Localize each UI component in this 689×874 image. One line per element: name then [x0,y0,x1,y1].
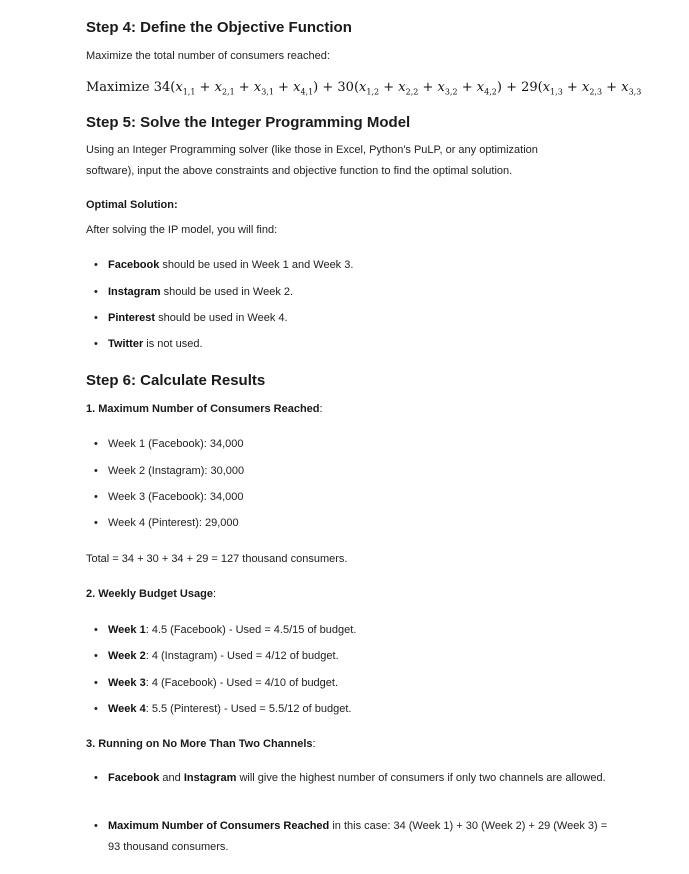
bullet: • [94,259,98,271]
formula-coef-3: 29 [521,80,538,95]
list-item: • Week 4 (Pinterest): 29,000 [94,517,239,529]
step5-after-text: After solving the IP model, you will find: [86,224,278,236]
bullet: • [94,624,98,636]
list-item: • Pinterest should be used in Week 4. [94,312,288,324]
step4-heading: Step 4: Define the Objective Function [86,19,352,36]
subsection-3-title: 3. Running on No More Than Two Channels: [86,738,316,750]
formula-coef-1: 34 [153,80,171,95]
list-item: • Week 4: 5.5 (Pinterest) - Used = 5.5/12 of budget. [94,703,352,715]
bullet: • [94,677,98,689]
subsection-2-title: 2. Weekly Budget Usage: [86,588,217,600]
step5-line-2: software), input the above constraints and objective function to find the optimal solution. [86,165,513,177]
bullet: • [94,312,98,324]
step5-heading: Step 5: Solve the Integer Programming Model [86,114,411,131]
formula-maximize-word: Maximize [86,80,150,95]
list-item: • Twitter is not used. [94,338,203,350]
step4-intro: Maximize the total number of consumers reached: [86,50,330,62]
bullet: • [94,491,98,503]
objective-formula: Maximize $34(x_{1,1} + x_{2,1} + x_{3,1} + x_{4,1}) + 30(x_{1,2} + x_{2,2} + x_{3,2} + x_{4,2}) + 29(x_{1,3} + x_{2,3} + x_{3,3}$ [86,80,642,97]
subsection-1-title: 1. Maximum Number of Consumers Reached: [86,403,323,415]
list-item: • Week 3: 4 (Facebook) - Used = 4/10 of budget. [94,677,339,689]
list-item: • Week 2 (Instagram): 30,000 [94,465,245,477]
bullet: • [94,517,98,529]
optimal-solution-label: Optimal Solution: [86,199,178,211]
bullet: • [94,703,98,715]
bullet: • [94,438,98,450]
bullet: • [94,772,98,784]
total-line: Total = 34 + 30 + 34 + 29 = 127 thousand consumers. [86,553,348,565]
bullet: • [94,338,98,350]
list-item: • Week 2: 4 (Instagram) - Used = 4/12 of budget. [94,650,339,662]
list-item: • Facebook and Instagram will give the highest number of consumers if only two channels are allowed. [108,768,608,789]
bullet: • [94,650,98,662]
list-item: • Week 3 (Facebook): 34,000 [94,491,244,503]
bullet: • [94,465,98,477]
list-item: • Week 1 (Facebook): 34,000 [94,438,244,450]
bullet: • [94,820,98,832]
bullet: • [94,286,98,298]
list-item: • Facebook should be used in Week 1 and Week 3. [94,259,354,271]
list-item: • Instagram should be used in Week 2. [94,286,294,298]
formula-coef-2: 30 [337,80,354,95]
list-item: • Maximum Number of Consumers Reached in this case: 34 (Week 1) + 30 (Week 2) + 29 (Week 3) = 93 thousand consumers. [108,816,608,858]
list-item: • Week 1: 4.5 (Facebook) - Used = 4.5/15 of budget. [94,624,357,636]
step5-line-1: Using an Integer Programming solver (like those in Excel, Python's PuLP, or any optimization [86,144,538,156]
step6-heading: Step 6: Calculate Results [86,372,266,389]
